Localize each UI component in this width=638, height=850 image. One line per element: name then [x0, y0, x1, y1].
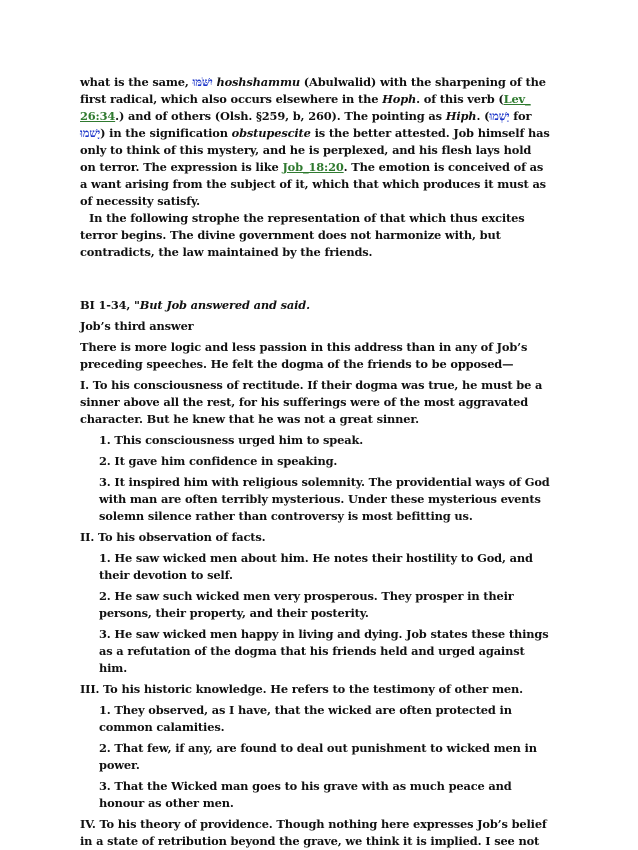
intro-text: for — [509, 109, 532, 123]
intro-paragraph — [80, 74, 550, 210]
bi-prefix: BI 1-34, " — [80, 298, 140, 312]
list-item: 2. That few, if any, are found to deal out punishment to wicked men in power. — [99, 741, 537, 772]
scripture-link-lev[interactable]: Lev_ 26:34 — [80, 92, 531, 123]
bi-quote: But Job answered and said. — [139, 298, 310, 312]
italic-term: hoshshammu — [216, 75, 300, 89]
lead-paragraph: There is more logic and less passion in this address than in any of Job’s preceding speeches. He felt the dogma of the friends to be opposed— — [80, 340, 528, 371]
list-item: 3. It inspired him with religious solemnity. The providential ways of God with man are often terribly mysterious. Under these mysterious events solemn silence rather than controversy is most befitting us. — [99, 475, 550, 523]
list-item: 3. He saw wicked men happy in living and dying. Job states these things as a refutation of the dogma that his friends held and urged against him. — [99, 627, 549, 675]
bi-reference — [80, 297, 550, 314]
final-paragraph: IV. To his theory of providence. Though nothing here expresses Job’s belief in a state of retribution beyond the grave, we think it is implied. I see not — [80, 817, 547, 848]
section-title: III. To his historic knowledge. He refers to the testimony of other men. — [80, 682, 523, 696]
intro-text: . of this verb ( — [416, 92, 504, 106]
intro-text: . The emotion is conceived of as a want arising from the subject of it, which that which produces it must as of necessity satisfy. — [80, 160, 546, 208]
hebrew-word: יִשֹּׁמּוּ — [192, 75, 213, 89]
list-item: 1. This consciousness urged him to speak. — [99, 433, 364, 447]
intro-text: ) in the signification — [100, 126, 232, 140]
italic-term: Hiph — [445, 109, 477, 123]
list-item: 3. That the Wicked man goes to his grave with as much peace and honour as other men. — [99, 779, 512, 810]
section-title: I. To his consciousness of rectitude. If their dogma was true, he must be a sinner above all the rest, for his sufferings were of the most aggravated character. But he knew that he was not a great sinner. — [80, 378, 543, 426]
section-title: II. To his observation of facts. — [80, 530, 266, 544]
hebrew-word: יָשׁמוּ — [80, 126, 101, 140]
strophe-paragraph: In the following strophe the representation of that which thus excites terror begins. The divine government does not harmonize with, but contradicts, the law maintained by the friends. — [80, 211, 525, 259]
list-item: 2. It gave him confidence in speaking. — [99, 454, 338, 468]
document-page — [80, 74, 550, 850]
intro-text: what is the same, — [80, 75, 193, 89]
list-item: 1. He saw wicked men about him. He notes their hostility to God, and their devotion to self. — [99, 551, 533, 582]
italic-term: Hoph — [382, 92, 417, 106]
intro-text: .) and of others (Olsh. §259, b, 260). The pointing as — [115, 109, 446, 123]
section-heading: Job’s third answer — [80, 319, 194, 333]
intro-text: (Abulwalid) with the sharpening of the first radical, which also occurs elsewhere in the — [80, 75, 546, 106]
intro-text: . ( — [476, 109, 490, 123]
intro-text: is the better attested. Job himself has only to think of this mystery, and he is perplexed, and his flesh lays hold on terror. The expression is like — [80, 126, 550, 174]
list-item: 1. They observed, as I have, that the wicked are often protected in common calamities. — [99, 703, 512, 734]
scripture-link-job[interactable]: Job_18:20 — [282, 160, 344, 174]
italic-term: obstupescite — [231, 126, 311, 140]
hebrew-word: יַשְׁמוּ — [489, 109, 510, 123]
list-item: 2. He saw such wicked men very prosperous. They prosper in their persons, their property, and their posterity. — [99, 589, 514, 620]
